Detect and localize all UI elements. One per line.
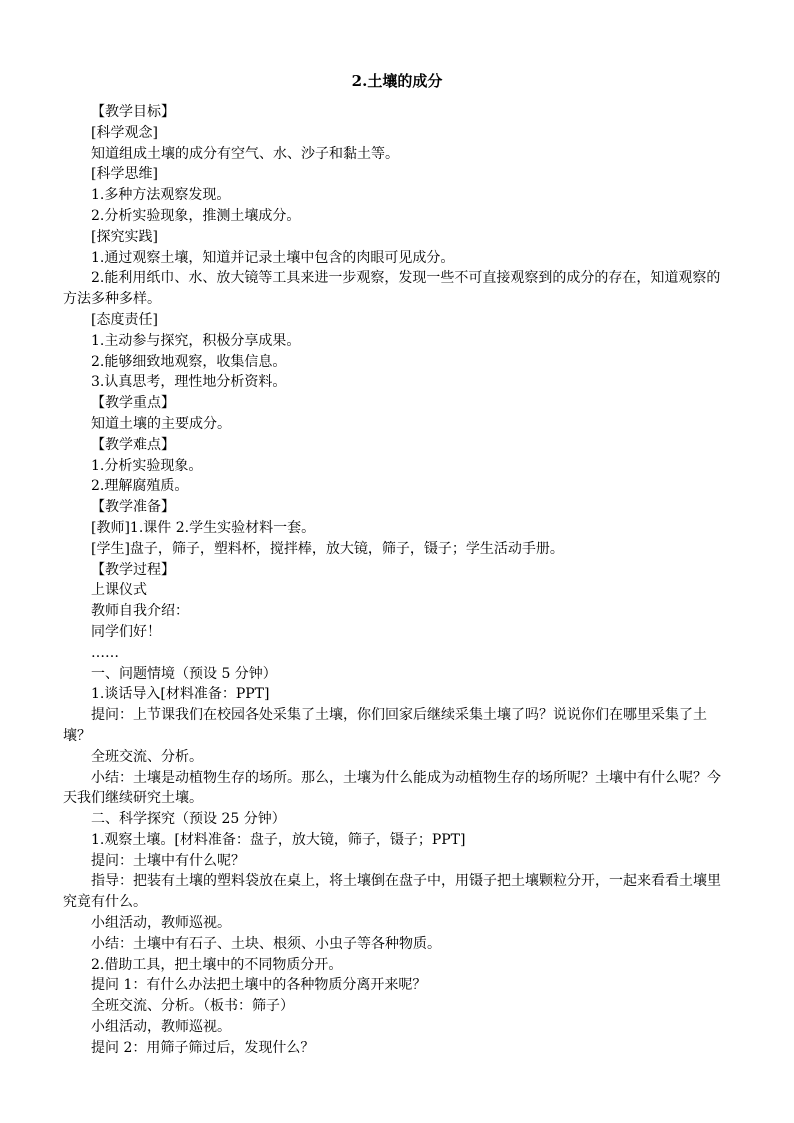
list-item: 1.分析实验现象。 <box>91 457 203 474</box>
list-item: 2.能够细致地观察，收集信息。 <box>91 353 287 370</box>
paragraph: 小组活动，教师巡视。 <box>91 915 231 932</box>
section-heading: 【教学难点】 <box>91 436 175 453</box>
list-item: 1.通过观察土壤，知道并记录土壤中包含的肉眼可见成分。 <box>91 249 455 266</box>
paragraph: 全班交流、分析。（板书：筛子） <box>91 998 294 1015</box>
paragraph: 小结：土壤是动植物生存的场所。那么，土壤为什么能成为动植物生存的场所呢？土壤中有什么呢？今天我们继续研究土壤。 <box>63 769 721 807</box>
list-item: 1.多种方法观察发现。 <box>91 187 231 204</box>
paragraph: 提问 1：有什么办法把土壤中的各种物质分离开来呢？ <box>91 977 427 994</box>
section-heading: 一、问题情境（预设 5 分钟） <box>91 665 277 682</box>
paragraph: [教师]1.课件 2.学生实验材料一套。 <box>91 519 316 536</box>
section-heading: 二、科学探究（预设 25 分钟） <box>91 811 286 828</box>
list-item: 2.分析实验现象，推测土壤成分。 <box>91 207 301 224</box>
paragraph: 2.借助工具，把土壤中的不同物质分开。 <box>91 956 343 973</box>
list-item: 2.能利用纸巾、水、放大镜等工具来进一步观察，发现一些不可直接观察到的成分的存在，知道观察的方法多种多样。 <box>63 270 721 308</box>
paragraph: [学生]盘子，筛子，塑料杯，搅拌棒，放大镜，筛子，镊子；学生活动手册。 <box>91 540 564 557</box>
paragraph: 指导：把装有土壤的塑料袋放在桌上，将土壤倒在盘子中，用镊子把土壤颗粒分开，一起来看看土壤里究竟有什么。 <box>63 873 721 911</box>
paragraph: 提问 2：用筛子筛过后，发现什么？ <box>91 1039 315 1056</box>
section-heading: 【教学过程】 <box>91 561 175 578</box>
paragraph: 小结：土壤中有石子、土块、根须、小虫子等各种物质。 <box>91 935 441 952</box>
paragraph: 教师自我介绍： <box>91 603 189 620</box>
paragraph: 知道土壤的主要成分。 <box>91 415 231 432</box>
paragraph: 小组活动，教师巡视。 <box>91 1019 231 1036</box>
section-heading: 【教学目标】 <box>91 104 175 120</box>
page-title: 2.土壤的成分 <box>351 72 443 90</box>
paragraph: 提问：上节课我们在校园各处采集了土壤，你们回家后继续采集土壤了吗？说说你们在哪里采集了土壤？ <box>63 707 707 744</box>
paragraph: 1.观察土壤。[材料准备：盘子，放大镜，筛子，镊子；PPT] <box>91 831 466 848</box>
paragraph: 全班交流、分析。 <box>91 748 203 765</box>
list-item: 2.理解腐殖质。 <box>91 478 189 495</box>
paragraph: 1.谈话导入[材料准备：PPT] <box>91 686 270 703</box>
paragraph: 同学们好！ <box>91 623 161 640</box>
document-body <box>63 102 733 1059</box>
subsection-heading: [探究实践] <box>91 228 158 245</box>
subsection-heading: [科学思维] <box>91 166 158 183</box>
section-heading: 【教学准备】 <box>91 499 175 516</box>
paragraph: 知道组成土壤的成分有空气、水、沙子和黏土等。 <box>91 145 399 162</box>
section-heading: 【教学重点】 <box>91 395 175 412</box>
paragraph: 提问：土壤中有什么呢？ <box>91 852 245 869</box>
subsection-heading: [态度责任] <box>91 311 158 328</box>
subsection-heading: [科学观念] <box>91 124 158 141</box>
list-item: 1.主动参与探究，积极分享成果。 <box>91 332 301 349</box>
paragraph: …… <box>91 644 119 661</box>
paragraph: 上课仪式 <box>91 582 147 599</box>
list-item: 3.认真思考，理性地分析资料。 <box>91 374 287 391</box>
